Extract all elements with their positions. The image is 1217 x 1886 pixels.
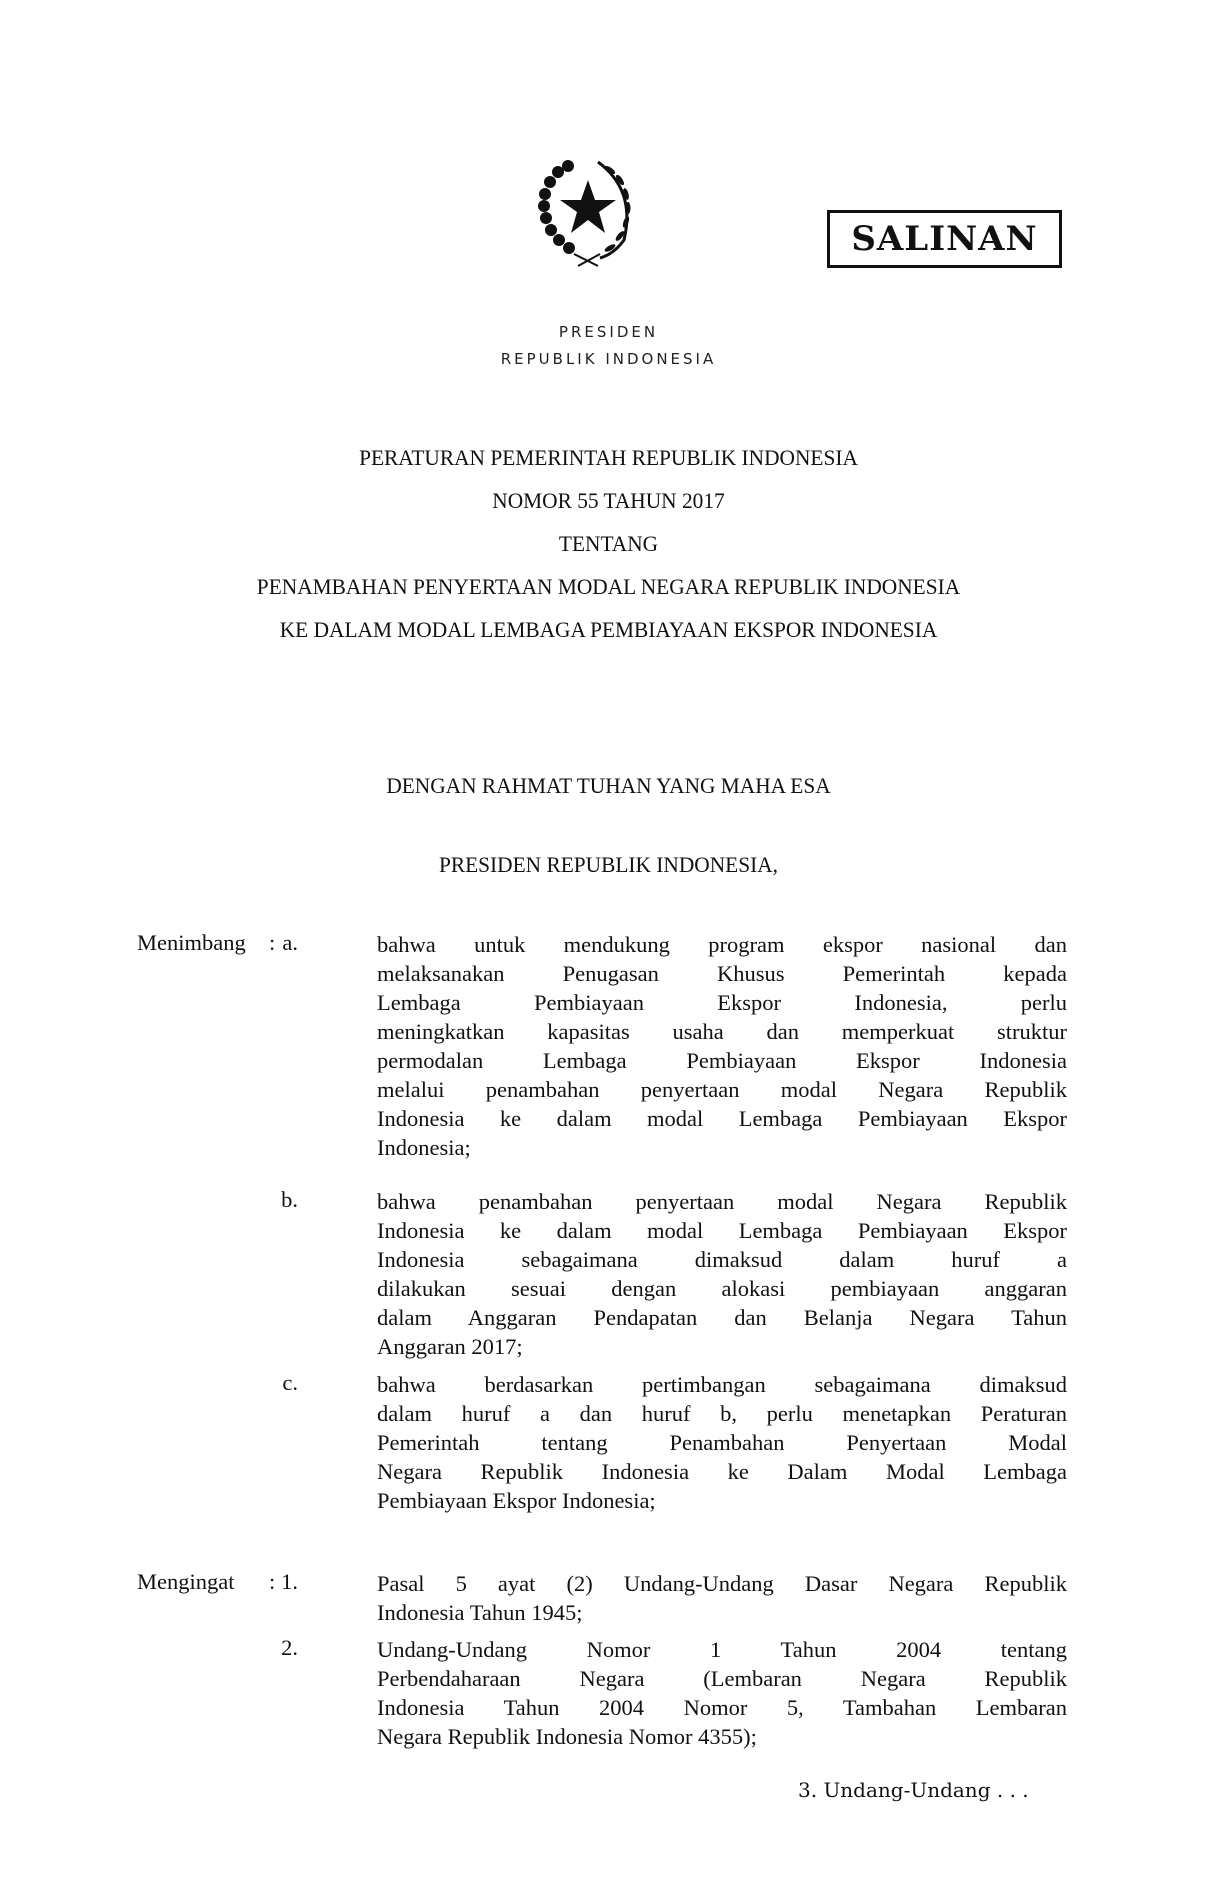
mengingat-item-marker: 2. (281, 1635, 298, 1660)
text-line: Lembaga Pembiayaan Ekspor Indonesia, perlu (377, 990, 1067, 1015)
menimbang-item-marker: b. (281, 1187, 298, 1212)
office-heading-line2: REPUBLIK INDONESIA (500, 350, 717, 368)
copy-stamp-box (827, 210, 1062, 268)
page-continuation-note: 3. Undang-Undang . . . (798, 1778, 1029, 1802)
text-line: melalui penambahan penyertaan modal Negara Republik (377, 1077, 1067, 1102)
text-line: bahwa penambahan penyertaan modal Negara Republik (377, 1189, 1067, 1214)
text-line: melaksanakan Penugasan Khusus Pemerintah kepada (377, 961, 1067, 986)
mengingat-item-marker: 1. (281, 1569, 298, 1594)
regulation-about: TENTANG (558, 531, 659, 556)
regulation-number: NOMOR 55 TAHUN 2017 (492, 488, 725, 513)
text-line: Indonesia sebagaimana dimaksud dalam huruf a (377, 1247, 1067, 1272)
menimbang-item-marker: c. (282, 1370, 298, 1395)
text-line: Indonesia ke dalam modal Lembaga Pembiayaan Ekspor (377, 1218, 1067, 1243)
mengingat-label: Mengingat (137, 1569, 235, 1594)
regulation-subject-line1: PENAMBAHAN PENYERTAAN MODAL NEGARA REPUBLIK INDONESIA (256, 574, 961, 599)
menimbang-item-b (377, 1187, 1067, 1361)
text-line: Undang-Undang Nomor 1 Tahun 2004 tentang (377, 1637, 1067, 1662)
text-line: Negara Republik Indonesia ke Dalam Modal Lembaga (377, 1459, 1067, 1484)
text-line: dilakukan sesuai dengan alokasi pembiayaan anggaran (377, 1276, 1067, 1301)
text-line: Anggaran 2017; (377, 1334, 523, 1359)
office-heading-line1: PRESIDEN (558, 323, 659, 341)
menimbang-label: Menimbang (137, 930, 246, 955)
text-line: bahwa untuk mendukung program ekspor nasional dan (377, 932, 1067, 957)
text-line: Negara Republik Indonesia Nomor 4355); (377, 1724, 757, 1749)
text-line: meningkatkan kapasitas usaha dan memperkuat struktur (377, 1019, 1067, 1044)
text-line: Pemerintah tentang Penambahan Penyertaan Modal (377, 1430, 1067, 1455)
menimbang-item-a (377, 930, 1067, 1162)
regulation-subject-line2: KE DALAM MODAL LEMBAGA PEMBIAYAAN EKSPOR INDONESIA (279, 617, 938, 642)
text-line: Perbendaharaan Negara (Lembaran Negara Republik (377, 1666, 1067, 1691)
menimbang-colon: : (269, 930, 276, 955)
preamble-blessing: DENGAN RAHMAT TUHAN YANG MAHA ESA (386, 773, 831, 798)
mengingat-item-2 (377, 1635, 1067, 1751)
text-line: Pembiayaan Ekspor Indonesia; (377, 1488, 656, 1513)
copy-stamp-label: SALINAN (851, 219, 1038, 259)
text-line: dalam Anggaran Pendapatan dan Belanja Negara Tahun (377, 1305, 1067, 1330)
text-line: dalam huruf a dan huruf b, perlu menetapkan Peraturan (377, 1401, 1067, 1426)
regulation-title: PERATURAN PEMERINTAH REPUBLIK INDONESIA (359, 445, 858, 470)
mengingat-colon: : (269, 1569, 276, 1594)
text-line: Indonesia Tahun 1945; (377, 1600, 583, 1625)
menimbang-item-marker: a. (282, 930, 298, 955)
presidential-emblem-icon (538, 150, 638, 292)
mengingat-item-1 (377, 1569, 1067, 1627)
text-line: Pasal 5 ayat (2) Undang-Undang Dasar Negara Republik (377, 1571, 1067, 1596)
text-line: permodalan Lembaga Pembiayaan Ekspor Indonesia (377, 1048, 1067, 1073)
text-line: Indonesia ke dalam modal Lembaga Pembiayaan Ekspor (377, 1106, 1067, 1131)
text-line: Indonesia; (377, 1135, 471, 1160)
text-line: bahwa berdasarkan pertimbangan sebagaimana dimaksud (377, 1372, 1067, 1397)
preamble-authority: PRESIDEN REPUBLIK INDONESIA, (438, 852, 779, 877)
menimbang-item-c (377, 1370, 1067, 1515)
text-line: Indonesia Tahun 2004 Nomor 5, Tambahan Lembaran (377, 1695, 1067, 1720)
